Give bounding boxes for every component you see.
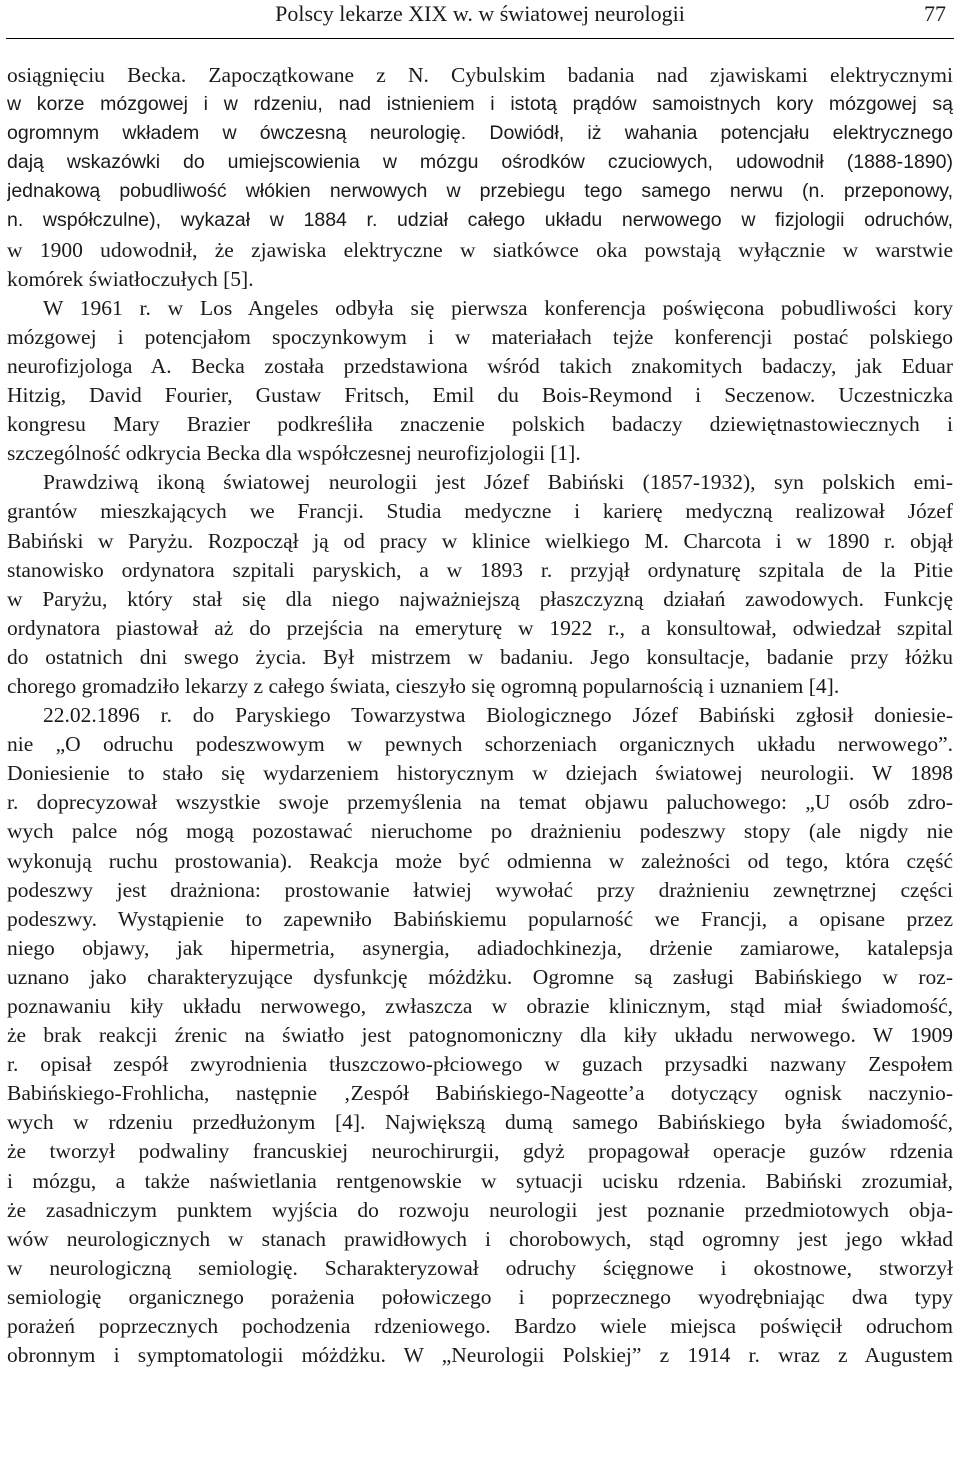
body-text — [7, 61, 953, 1370]
page-number: 77 — [924, 1, 946, 26]
text-line: i mózgu, a także naświetlania rentgenowskie w sytuacji ucisku rdzenia. Babiński zrozumiał, — [7, 1168, 953, 1193]
text-line: W 1961 r. w Los Angeles odbyła się pierwsza konferencja poświęcona pobudliwości kory — [43, 295, 953, 320]
text-line: wykonują ruchu prostowania). Reakcja może być odmienna w zależności od tego, która część — [7, 848, 953, 873]
text-line: wych w rdzeniu przedłużonym [4]. Największą dumą samego Babińskiego była świadomość, — [7, 1110, 953, 1135]
text-line: że brak reakcji źrenic na światło jest patognomoniczny dla kiły układu nerwowego. W 1909 — [7, 1023, 953, 1048]
text-line: r. opisał zespół zwyrodnienia tłuszczowo-płciowego w guzach przysadki nazwany Zespołem — [7, 1052, 953, 1077]
text-line: stanowisko ordynatora szpitali paryskich, a w 1893 r. przyjął ordynaturę szpitala de la Pitie — [7, 557, 953, 582]
text-line: kongresu Mary Brazier podkreśliła znaczenie polskich badaczy dziewiętnastowiecznych i — [7, 412, 953, 437]
running-title: Polscy lekarze XIX w. w światowej neurologii — [275, 1, 685, 26]
text-line: wów neurologicznych w stanach prawidłowych i chorobowych, stąd ogromny jest jego wkład — [7, 1226, 953, 1251]
text-line: podeszwy. Wystąpienie to zapewniło Babińskiemu popularność we Francji, a opisane przez — [7, 906, 953, 931]
text-line: w korze mózgowej i w rdzeniu, nad istnieniem i istotą prądów samoistnych kory mózgowej są — [7, 93, 953, 116]
text-line: porażeń poprzecznych pochodzenia rdzeniowego. Bardzo wiele miejsca poświęcił odruchom — [7, 1314, 953, 1339]
text-line: n. współczulne), wykazał w 1884 r. udział całego układu nerwowego w fizjologii odruchów, — [7, 209, 953, 232]
text-line: wych palce nóg mogą pozostawać nieruchome po drażnieniu podeszwy stopy (ale nigdy nie — [7, 819, 953, 844]
running-header — [6, 0, 954, 39]
text-line: ogromnym wkładem w ówczesną neurologię. Dowiódł, iż wahania potencjału elektrycznego — [7, 122, 953, 145]
text-line: semiologię organicznego porażenia połowiczego i poprzecznego wyodrębniając dwa typy — [7, 1284, 953, 1309]
text-line: neurofizjologa A. Becka została przedstawiona wśród takich znakomitych badaczy, jak Eduar — [7, 353, 953, 378]
text-line: r. doprecyzował wszystkie swoje przemyślenia na temat objawu paluchowego: „U osób zdro- — [7, 790, 953, 815]
text-line: w 1900 udowodnił, że zjawiska elektryczne w siatkówce oka powstają wyłącznie w warstwie — [7, 237, 953, 262]
text-line: grantów mieszkających we Francji. Studia medyczne i karierę medyczną realizował Józef — [7, 499, 953, 524]
text-line: mózgowej i potencjałom spoczynkowym i w materiałach tejże konferencji postać polskiego — [7, 324, 953, 349]
text-line: niego objawy, jak hipermetria, asynergia, adiadochkinezja, drżenie zamiarowe, katalepsja — [7, 935, 953, 960]
text-line: komórek światłoczułych [5]. — [7, 266, 254, 291]
text-line: uznano jako charakteryzujące dysfunkcję móżdżku. Ogromne są zasługi Babińskiego w roz- — [7, 964, 953, 989]
text-line: chorego gromadziło lekarzy z całego świata, cieszyło się ogromną popularnością i uznaniem [4]. — [7, 673, 840, 698]
text-line: osiągnięciu Becka. Zapoczątkowane z N. Cybulskim badania nad zjawiskami elektrycznymi — [7, 63, 953, 87]
text-line: w neurologiczną semiologię. Scharakteryzował odruchy ścięgnowe i okostnowe, stworzył — [7, 1255, 953, 1280]
text-line: podeszwy jest drażniona: prostowanie łatwiej wywołać przy drażnieniu zewnętrznej części — [7, 877, 953, 902]
text-line: że zasadniczym punktem wyjścia do rozwoju neurologii jest poznanie przedmiotowych obja- — [7, 1197, 953, 1222]
text-line: że tworzył podwaliny francuskiej neurochirurgii, gdyż propagował operacje guzów rdzenia — [7, 1139, 953, 1164]
text-line: Babiński w Paryżu. Rozpoczął ją od pracy w klinice wielkiego M. Charcota i w 1890 r. objął — [7, 528, 953, 553]
text-line: ordynatora piastował aż do przejścia na emeryturę w 1922 r., a konsultował, odwiedzał szpital — [7, 615, 953, 640]
text-line: Hitzig, David Fourier, Gustaw Fritsch, Emil du Bois-Reymond i Seczenow. Uczestniczka — [7, 383, 953, 408]
text-line: nie „O odruchu podeszwowym w pewnych schorzeniach organicznych układu nerwowego”. — [7, 732, 953, 757]
text-line: Prawdziwą ikoną światowej neurologii jest Józef Babiński (1857-1932), syn polskich emi- — [43, 470, 953, 495]
text-line: szczególność odkrycia Becka dla współczesnej neurofizjologii [1]. — [7, 441, 581, 466]
text-line: Doniesienie to stało się wydarzeniem historycznym w dziejach światowej neurologii. W 1898 — [7, 761, 953, 786]
text-line: do ostatnich dni swego życia. Był mistrzem w badaniu. Jego konsultacje, badanie przy łóżku — [7, 644, 953, 669]
text-line: dają wskazówki do umiejscowienia w mózgu ośrodków czuciowych, udowodnił (1888-1890) — [7, 151, 953, 174]
text-line: 22.02.1896 r. do Paryskiego Towarzystwa Biologicznego Józef Babiński zgłosił doniesie- — [43, 703, 953, 728]
text-line: jednakową pobudliwość włókien nerwowych w przebiegu tego samego nerwu (n. przeponowy, — [7, 180, 953, 203]
text-line: w Paryżu, który stał się dla niego najważniejszą płaszczyzną działań zawodowych. Funkcję — [7, 586, 953, 611]
text-line: poznawaniu kiły układu nerwowego, zwłaszcza w obrazie klinicznym, stąd miał świadomość, — [7, 994, 953, 1018]
text-line: obronnym i symptomatologii móżdżku. W „Neurologii Polskiej” z 1914 r. wraz z Augustem — [7, 1343, 953, 1368]
text-line: Babińskiego-Frohlicha, następnie ‚Zespół Babińskiego-Nageotte’a dotyczący ognisk naczynio- — [7, 1081, 953, 1106]
